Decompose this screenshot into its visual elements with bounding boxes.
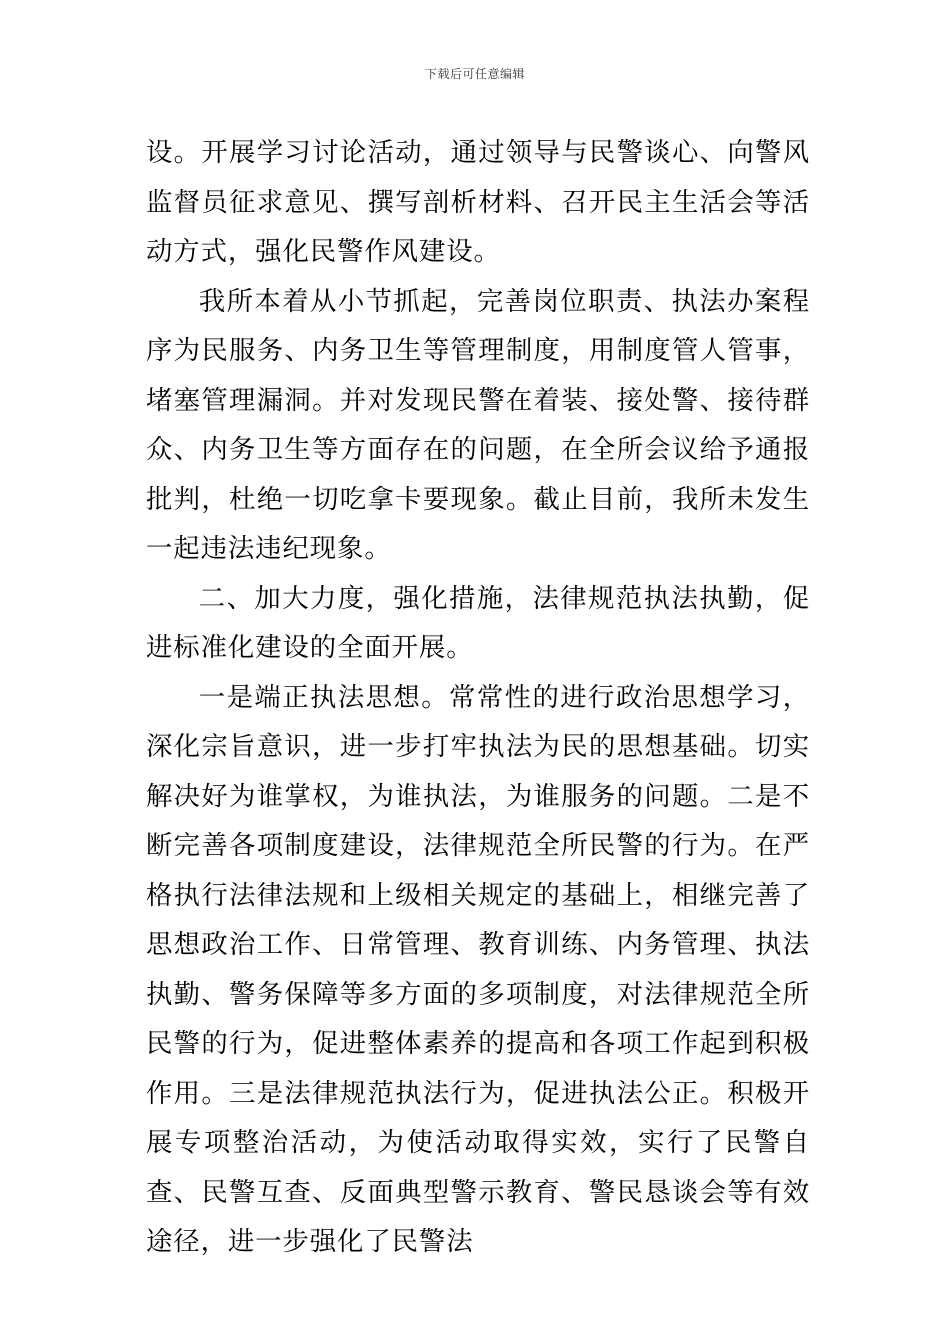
page-header-note: 下载后可任意编辑 bbox=[424, 67, 525, 81]
section-heading-two: 二、加大力度，强化措施，法律规范执法执勤，促进标准化建设的全面开展。 bbox=[146, 582, 810, 663]
paragraph-continuation: 设。开展学习讨论活动，通过领导与民警谈心、向警风监督员征求意见、撰写剖析材料、召开民主生活会等活动方式，强化民警作风建设。 bbox=[146, 137, 810, 267]
paragraph-law-enforcement: 一是端正执法思想。常常性的进行政治思想学习，深化宗旨意识，进一步打牢执法为民的思想基础。切实解决好为谁掌权，为谁执法，为谁服务的问题。二是不断完善各项制度建设，法律规范全所民警的行为。在严格执行法律法规和上级相关规定的基础上，相继完善了思想政治工作、日常管理、教育训练、内务管理、执法执勤、警务保障等多方面的多项制度，对法律规范全所民警的行为，促进整体素养的提高和各项工作起到积极作用。三是法律规范执法行为，促进执法公正。积极开展专项整治活动，为使活动取得实效，实行了民警自查、民警互查、反面典型警示教育、警民恳谈会等有效途径，进一步强化了民警法 bbox=[146, 681, 810, 1257]
paragraph-management-system: 我所本着从小节抓起，完善岗位职责、执法办案程序为民服务、内务卫生等管理制度，用制度管人管事，堵塞管理漏洞。并对发现民警在着装、接处警、接待群众、内务卫生等方面存在的问题，在全所会议给予通报批判，杜绝一切吃拿卡要现象。截止目前，我所未发生一起违法违纪现象。 bbox=[146, 285, 810, 564]
document-body bbox=[146, 128, 810, 1267]
